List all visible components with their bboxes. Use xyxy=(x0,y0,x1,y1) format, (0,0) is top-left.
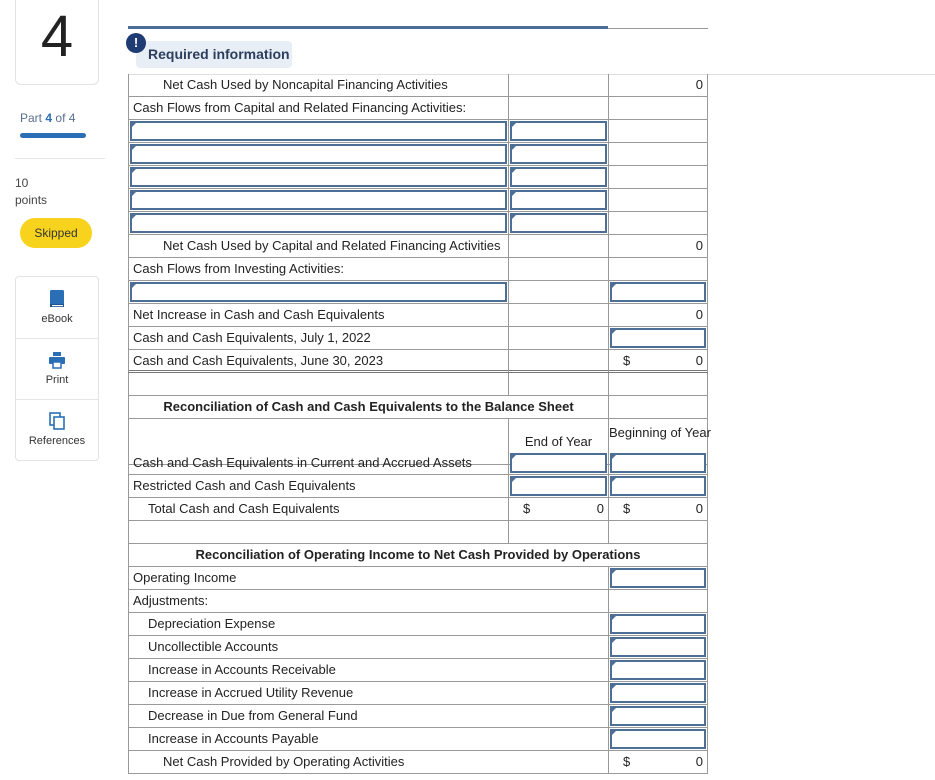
capital-amount-input[interactable] xyxy=(510,190,607,210)
capital-amount-input[interactable] xyxy=(510,167,607,187)
table-row xyxy=(128,452,708,475)
currency-symbol: $ xyxy=(623,353,631,368)
net-capital-value: 0 xyxy=(608,235,708,257)
empty-cell xyxy=(508,327,608,349)
adjustment-label: Depreciation Expense xyxy=(128,613,608,635)
recon-operating-title: Reconciliation of Operating Income to Net Cash Provided by Operations xyxy=(128,544,708,566)
table-row xyxy=(128,498,708,521)
recon-current-end-input[interactable] xyxy=(510,453,607,473)
table-row xyxy=(128,475,708,498)
table-top-border-right xyxy=(608,28,708,29)
net-noncapital-label: Net Cash Used by Noncapital Financing Activities xyxy=(128,74,508,96)
capital-header: Cash Flows from Capital and Related Financing Activities: xyxy=(128,97,508,119)
investing-amount-input[interactable] xyxy=(610,282,706,302)
adjustment-label: Uncollectible Accounts xyxy=(128,636,608,658)
references-label: References xyxy=(28,435,86,447)
question-number: 4 xyxy=(40,4,74,69)
table-row xyxy=(128,636,708,659)
adjustment-label: Increase in Accounts Payable xyxy=(128,728,608,750)
recon-current-label: Cash and Cash Equivalents in Current and Accrued Assets xyxy=(128,452,508,474)
net-noncapital-value: 0 xyxy=(608,74,708,96)
empty-cell xyxy=(508,521,608,543)
sidebar-divider xyxy=(15,158,105,159)
capital-item-input[interactable] xyxy=(130,190,507,210)
empty-cell xyxy=(508,97,608,119)
empty-cell xyxy=(608,212,708,234)
table-row xyxy=(128,166,708,189)
currency-symbol: $ xyxy=(623,754,631,769)
net-operating-label: Net Cash Provided by Operating Activities xyxy=(128,751,608,773)
table-row xyxy=(128,304,708,327)
accounts-payable-input[interactable] xyxy=(610,729,706,749)
capital-item-input[interactable] xyxy=(130,213,507,233)
investing-item-input[interactable] xyxy=(130,282,507,302)
table-row xyxy=(128,521,708,544)
empty-cell xyxy=(608,120,708,142)
depreciation-input[interactable] xyxy=(610,614,706,634)
table-row xyxy=(128,590,708,613)
col-end-of-year: End of Year xyxy=(508,419,608,464)
uncollectible-input[interactable] xyxy=(610,637,706,657)
recon-restricted-begin-input[interactable] xyxy=(610,476,706,496)
required-info-label: Required information xyxy=(148,46,290,62)
empty-cell xyxy=(508,235,608,257)
part-indicator xyxy=(20,111,75,125)
empty-cell xyxy=(508,350,608,372)
cash-end-value: 0 xyxy=(695,353,703,368)
empty-cell xyxy=(608,189,708,211)
empty-cell xyxy=(608,396,708,418)
adjustment-label: Increase in Accrued Utility Revenue xyxy=(128,682,608,704)
table-row xyxy=(128,396,708,419)
net-capital-label: Net Cash Used by Capital and Related Financing Activities xyxy=(128,235,508,257)
ebook-button[interactable] xyxy=(16,277,98,337)
recon-total-begin-value: 0 xyxy=(695,501,703,516)
col-beginning-of-year: Beginning of Year xyxy=(608,419,708,464)
points-label: points xyxy=(15,193,48,207)
net-operating-cell xyxy=(608,751,708,773)
table-row xyxy=(128,567,708,590)
references-button[interactable] xyxy=(16,399,98,459)
part-current: 4 xyxy=(45,111,53,125)
table-row xyxy=(128,212,708,235)
cash-end-cell xyxy=(608,350,708,372)
capital-amount-input[interactable] xyxy=(510,121,607,141)
table-row xyxy=(128,120,708,143)
table-row xyxy=(128,350,708,373)
cash-end-label: Cash and Cash Equivalents, June 30, 2023 xyxy=(128,350,508,372)
table-top-border xyxy=(128,26,608,29)
currency-symbol: $ xyxy=(523,501,531,516)
operating-income-label: Operating Income xyxy=(128,567,608,589)
cash-begin-label: Cash and Cash Equivalents, July 1, 2022 xyxy=(128,327,508,349)
recon-balance-title: Reconciliation of Cash and Cash Equivalents to the Balance Sheet xyxy=(128,396,608,418)
table-row xyxy=(128,281,708,304)
capital-amount-input[interactable] xyxy=(510,213,607,233)
table-row xyxy=(128,235,708,258)
empty-cell xyxy=(128,373,508,395)
table-row xyxy=(128,544,708,567)
capital-item-input[interactable] xyxy=(130,121,507,141)
adjustments-label: Adjustments: xyxy=(128,590,608,612)
accrued-utility-input[interactable] xyxy=(610,683,706,703)
table-row xyxy=(128,751,708,774)
table-row xyxy=(128,728,708,751)
recon-restricted-end-input[interactable] xyxy=(510,476,607,496)
recon-current-begin-input[interactable] xyxy=(610,453,706,473)
alert-icon: ! xyxy=(126,33,146,53)
cash-begin-input[interactable] xyxy=(610,328,706,348)
printer-icon xyxy=(47,350,67,370)
table-row xyxy=(128,373,708,396)
empty-cell xyxy=(508,304,608,326)
table-row xyxy=(128,143,708,166)
empty-cell xyxy=(508,281,608,303)
investing-header: Cash Flows from Investing Activities: xyxy=(128,258,508,280)
net-increase-value: 0 xyxy=(608,304,708,326)
recon-total-end-cell xyxy=(508,498,608,520)
recon-total-end-value: 0 xyxy=(596,501,604,516)
book-icon xyxy=(47,289,67,309)
part-of: of 4 xyxy=(55,111,76,125)
net-operating-value: 0 xyxy=(695,754,703,769)
ebook-label: eBook xyxy=(41,313,73,325)
empty-cell xyxy=(508,373,608,395)
print-label: Print xyxy=(45,374,69,386)
part-progress-bar xyxy=(20,133,86,138)
recon-restricted-label: Restricted Cash and Cash Equivalents xyxy=(128,475,508,497)
empty-cell xyxy=(508,74,608,96)
table-row xyxy=(128,327,708,350)
table-row xyxy=(128,97,708,120)
required-info-banner[interactable] xyxy=(136,41,292,68)
net-increase-label: Net Increase in Cash and Cash Equivalents xyxy=(128,304,508,326)
tools-panel xyxy=(15,276,99,461)
operating-income-input[interactable] xyxy=(610,568,706,588)
table-row xyxy=(128,659,708,682)
table-row xyxy=(128,189,708,212)
table-row xyxy=(128,705,708,728)
print-button[interactable] xyxy=(16,338,98,398)
empty-cell xyxy=(608,258,708,280)
empty-cell xyxy=(608,97,708,119)
question-number-card xyxy=(15,0,99,85)
adjustment-label: Increase in Accounts Receivable xyxy=(128,659,608,681)
adjustment-label: Decrease in Due from General Fund xyxy=(128,705,608,727)
empty-cell xyxy=(608,590,708,612)
accounts-receivable-input[interactable] xyxy=(610,660,706,680)
empty-cell xyxy=(128,521,508,543)
part-prefix: Part xyxy=(20,111,43,125)
empty-cell xyxy=(608,521,708,543)
points-value: 10 xyxy=(15,176,29,190)
capital-item-input[interactable] xyxy=(130,167,507,187)
table-row xyxy=(128,613,708,636)
due-general-fund-input[interactable] xyxy=(610,706,706,726)
empty-cell xyxy=(608,373,708,395)
currency-symbol: $ xyxy=(623,501,631,516)
table-row xyxy=(128,258,708,281)
capital-item-input[interactable] xyxy=(130,144,507,164)
status-badge: Skipped xyxy=(20,218,92,248)
empty-cell xyxy=(608,166,708,188)
capital-amount-input[interactable] xyxy=(510,144,607,164)
recon-total-label: Total Cash and Cash Equivalents xyxy=(128,498,508,520)
table-row xyxy=(128,74,708,97)
empty-cell xyxy=(508,258,608,280)
empty-cell xyxy=(608,143,708,165)
table-row xyxy=(128,682,708,705)
references-icon xyxy=(47,411,67,431)
recon-total-begin-cell xyxy=(608,498,708,520)
